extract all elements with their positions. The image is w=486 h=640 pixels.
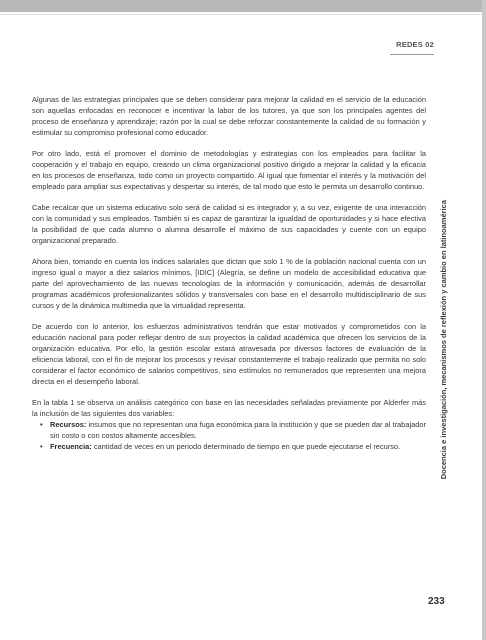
- bullet-text: insumos que no representan una fuga económica para la institución y que se pueden dar al trabajador sin costo o con costos altamente accesibles.: [50, 419, 426, 440]
- paragraph-3: Cabe recalcar que un sistema educativo solo será de calidad si es integrador y, a su vez, exigente de una interacción con la comunidad y sus empleados. También si es capaz de garantizar la igualdad de oportunidades y si hace efectiva la posibilidad de que cada alumno o alumna desarrolle el máximo de sus capacidades y cuente con un equipo organizacional preparado.: [32, 202, 426, 246]
- bullet-list: [32, 419, 426, 452]
- top-edge-band: [0, 0, 486, 12]
- paragraph-6: En la tabla 1 se observa un análisis categórico con base en las necesidades señaladas previamente por Alderfer más la inclusión de las siguientes dos variables:: [32, 397, 426, 418]
- list-item: [40, 441, 426, 452]
- list-item: [40, 419, 426, 441]
- paragraph-5: De acuerdo con lo anterior, los esfuerzos administrativos tendrán que estar motivados y comprometidos con la educación nacional para poder reflejar dentro de sus proyectos la calidad académica que ofrecen los servicios de la organización educativa. Por ello, la gestión escolar estará atravesada por diversos factores de evaluación de la eficiencia laboral, con el fin de mejorar los procesos y revisar constantemente el trabajo realizado que permita no solo considerar el factor económico de salarios competitivos, sino estímulos no remunerados que representen una mejora directa en el desempeño laboral.: [32, 321, 426, 387]
- paragraph-4: Ahora bien, tomando en cuenta los índices salariales que dictan que solo 1 % de la población nacional cuenta con un ingreso igual o mayor a diez salarios mínimos, [IDIC] (Alegría, se define un modelo de accesibilidad educativa que parte del aprovechamiento de las nuevas tecnologías de la información y comunicación, además de desarrollar programas académicos profesionalizantes sólidos y transversales con base en el desarrollo multidisciplinario de sus cursos y de la dinámica multimedia que la virtualidad representa.: [32, 256, 426, 310]
- running-header: REDES 02: [396, 40, 434, 49]
- body-text: [32, 94, 426, 452]
- paragraph-1: Algunas de las estrategias principales que se deben considerar para mejorar la calidad en el servicio de la educación son aquellas enfocadas en reconocer e incentivar la labor de los tutores, ya que son los principales agentes del proceso de enseñanza y aprendizaje; razón por la cual se debe reforzar constantemente la calidad de su formación y estimular su compromiso profesional como educador.: [32, 95, 426, 138]
- header-underline: [390, 54, 434, 55]
- header-rule: [0, 14, 486, 15]
- right-edge-shade: [482, 0, 486, 640]
- paragraph-2: Por otro lado, está el promover el dominio de metodologías y estrategias con los empleados para facilitar la cooperación y el trabajo en equipo, creando un clima organizacional positivo dirigido a mejorar la calidad y la eficacia en los procesos de enseñanza, todo como un proyecto compartido. Al igual que fomentar el interés y la motivación del empleado para ampliar sus expectativas y despertar su interés, de tal modo que esto le permita un desarrollo continuo.: [32, 148, 426, 192]
- side-title: Docencia e investigación, mecanismos de reflexión y cambio en latinoamérica: [438, 200, 448, 480]
- bullet-icon: •: [40, 442, 43, 452]
- bullet-text: cantidad de veces en un periodo determinado de tiempo en que puede ejecutarse el recurso.: [91, 442, 401, 452]
- bullet-icon: •: [40, 419, 43, 429]
- page-number: 233: [428, 596, 445, 607]
- bullet-term: Frecuencia:: [50, 442, 92, 452]
- bullet-term: Recursos:: [50, 419, 87, 429]
- side-title-strip: [436, 190, 450, 490]
